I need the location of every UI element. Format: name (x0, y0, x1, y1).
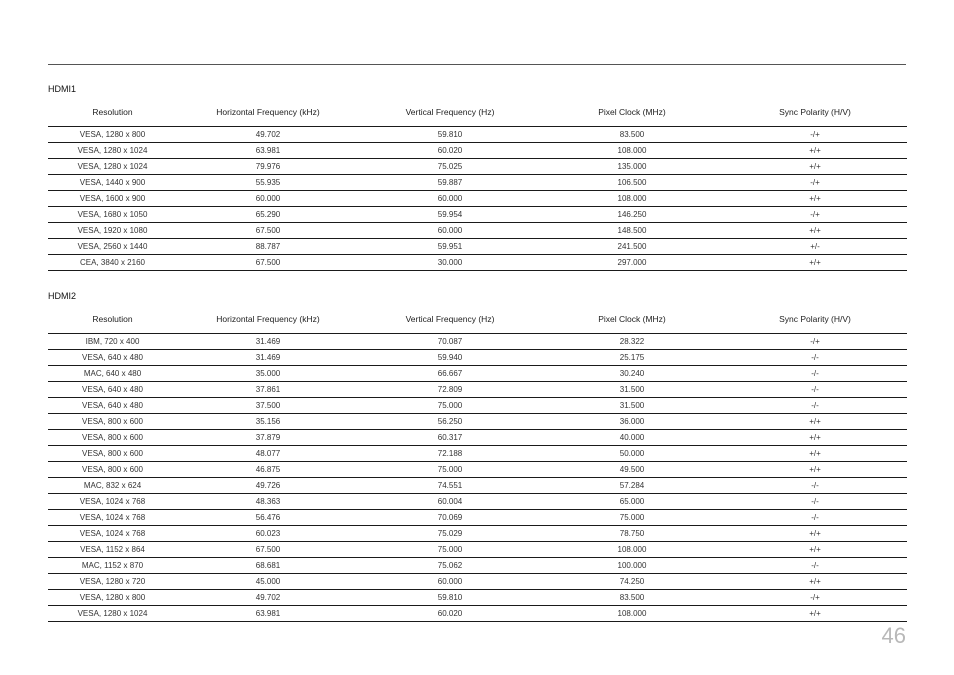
cell-resolution: VESA, 1280 x 800 (48, 590, 177, 606)
table-row (48, 255, 907, 271)
cell-sync-polarity: -/- (723, 510, 907, 526)
cell-horizontal-frequency: 31.469 (177, 334, 359, 350)
cell-sync-polarity: -/+ (723, 334, 907, 350)
column-header-horizontal-frequency: Horizontal Frequency (kHz) (177, 305, 359, 334)
table-row (48, 366, 907, 382)
table-row (48, 510, 907, 526)
cell-resolution: VESA, 640 x 480 (48, 398, 177, 414)
cell-sync-polarity: +/- (723, 239, 907, 255)
cell-vertical-frequency: 60.004 (359, 494, 541, 510)
cell-pixel-clock: 83.500 (541, 590, 723, 606)
cell-sync-polarity: +/+ (723, 606, 907, 622)
cell-pixel-clock: 106.500 (541, 175, 723, 191)
cell-horizontal-frequency: 45.000 (177, 574, 359, 590)
cell-pixel-clock: 65.000 (541, 494, 723, 510)
column-header-vertical-frequency: Vertical Frequency (Hz) (359, 305, 541, 334)
table-row (48, 350, 907, 366)
table-row (48, 191, 907, 207)
cell-resolution: VESA, 1280 x 800 (48, 127, 177, 143)
cell-horizontal-frequency: 46.875 (177, 462, 359, 478)
column-header-horizontal-frequency: Horizontal Frequency (kHz) (177, 98, 359, 127)
table-header-row (48, 98, 907, 127)
cell-pixel-clock: 108.000 (541, 143, 723, 159)
cell-horizontal-frequency: 48.077 (177, 446, 359, 462)
cell-vertical-frequency: 70.087 (359, 334, 541, 350)
table-row (48, 175, 907, 191)
cell-resolution: VESA, 1024 x 768 (48, 510, 177, 526)
table-row (48, 398, 907, 414)
hdmi2-table-body (48, 334, 907, 622)
table-row (48, 223, 907, 239)
cell-vertical-frequency: 60.317 (359, 430, 541, 446)
cell-horizontal-frequency: 49.726 (177, 478, 359, 494)
cell-horizontal-frequency: 67.500 (177, 542, 359, 558)
cell-vertical-frequency: 60.020 (359, 143, 541, 159)
cell-sync-polarity: -/- (723, 350, 907, 366)
section-label-hdmi2: HDMI2 (48, 291, 77, 301)
cell-vertical-frequency: 59.810 (359, 590, 541, 606)
cell-resolution: CEA, 3840 x 2160 (48, 255, 177, 271)
cell-sync-polarity: -/- (723, 382, 907, 398)
cell-sync-polarity: +/+ (723, 143, 907, 159)
cell-horizontal-frequency: 49.702 (177, 127, 359, 143)
cell-resolution: VESA, 1024 x 768 (48, 494, 177, 510)
cell-pixel-clock: 297.000 (541, 255, 723, 271)
cell-horizontal-frequency: 35.156 (177, 414, 359, 430)
cell-sync-polarity: -/- (723, 366, 907, 382)
cell-sync-polarity: +/+ (723, 223, 907, 239)
cell-horizontal-frequency: 55.935 (177, 175, 359, 191)
cell-vertical-frequency: 60.000 (359, 191, 541, 207)
cell-resolution: VESA, 1920 x 1080 (48, 223, 177, 239)
table-row (48, 542, 907, 558)
table-row (48, 414, 907, 430)
cell-pixel-clock: 135.000 (541, 159, 723, 175)
column-header-resolution: Resolution (48, 98, 177, 127)
cell-pixel-clock: 31.500 (541, 398, 723, 414)
cell-horizontal-frequency: 88.787 (177, 239, 359, 255)
cell-sync-polarity: -/+ (723, 207, 907, 223)
cell-vertical-frequency: 75.029 (359, 526, 541, 542)
top-divider (48, 64, 906, 65)
cell-horizontal-frequency: 35.000 (177, 366, 359, 382)
cell-horizontal-frequency: 37.861 (177, 382, 359, 398)
table-row (48, 334, 907, 350)
table-row (48, 127, 907, 143)
cell-sync-polarity: +/+ (723, 159, 907, 175)
cell-vertical-frequency: 72.809 (359, 382, 541, 398)
cell-pixel-clock: 75.000 (541, 510, 723, 526)
cell-vertical-frequency: 59.810 (359, 127, 541, 143)
cell-vertical-frequency: 70.069 (359, 510, 541, 526)
cell-resolution: VESA, 640 x 480 (48, 382, 177, 398)
cell-horizontal-frequency: 79.976 (177, 159, 359, 175)
cell-pixel-clock: 25.175 (541, 350, 723, 366)
cell-pixel-clock: 78.750 (541, 526, 723, 542)
cell-vertical-frequency: 59.940 (359, 350, 541, 366)
cell-vertical-frequency: 75.000 (359, 542, 541, 558)
cell-horizontal-frequency: 31.469 (177, 350, 359, 366)
cell-sync-polarity: -/- (723, 478, 907, 494)
cell-resolution: MAC, 640 x 480 (48, 366, 177, 382)
table-row (48, 606, 907, 622)
cell-resolution: VESA, 800 x 600 (48, 414, 177, 430)
cell-vertical-frequency: 75.000 (359, 462, 541, 478)
page-number: 46 (881, 623, 906, 648)
cell-resolution: VESA, 1024 x 768 (48, 526, 177, 542)
column-header-pixel-clock: Pixel Clock (MHz) (541, 305, 723, 334)
cell-vertical-frequency: 75.062 (359, 558, 541, 574)
table-row (48, 159, 907, 175)
table-row (48, 207, 907, 223)
cell-sync-polarity: +/+ (723, 255, 907, 271)
cell-pixel-clock: 108.000 (541, 542, 723, 558)
cell-vertical-frequency: 60.020 (359, 606, 541, 622)
cell-resolution: MAC, 1152 x 870 (48, 558, 177, 574)
cell-pixel-clock: 83.500 (541, 127, 723, 143)
cell-sync-polarity: -/+ (723, 590, 907, 606)
cell-resolution: IBM, 720 x 400 (48, 334, 177, 350)
cell-horizontal-frequency: 63.981 (177, 143, 359, 159)
cell-pixel-clock: 50.000 (541, 446, 723, 462)
cell-resolution: VESA, 1280 x 720 (48, 574, 177, 590)
cell-pixel-clock: 49.500 (541, 462, 723, 478)
cell-horizontal-frequency: 37.500 (177, 398, 359, 414)
cell-resolution: VESA, 1680 x 1050 (48, 207, 177, 223)
cell-pixel-clock: 36.000 (541, 414, 723, 430)
cell-sync-polarity: -/- (723, 558, 907, 574)
cell-vertical-frequency: 60.000 (359, 223, 541, 239)
cell-sync-polarity: +/+ (723, 462, 907, 478)
cell-pixel-clock: 100.000 (541, 558, 723, 574)
cell-vertical-frequency: 59.951 (359, 239, 541, 255)
table-row (48, 382, 907, 398)
table-row (48, 462, 907, 478)
cell-resolution: VESA, 1152 x 864 (48, 542, 177, 558)
table-row (48, 558, 907, 574)
section-label-hdmi1: HDMI1 (48, 84, 77, 94)
cell-vertical-frequency: 75.025 (359, 159, 541, 175)
cell-vertical-frequency: 59.954 (359, 207, 541, 223)
cell-pixel-clock: 30.240 (541, 366, 723, 382)
table-row (48, 430, 907, 446)
cell-pixel-clock: 146.250 (541, 207, 723, 223)
table-row (48, 526, 907, 542)
column-header-resolution: Resolution (48, 305, 177, 334)
hdmi1-timing-table (48, 98, 907, 271)
table-row (48, 478, 907, 494)
cell-resolution: VESA, 2560 x 1440 (48, 239, 177, 255)
cell-sync-polarity: +/+ (723, 191, 907, 207)
cell-resolution: VESA, 1440 x 900 (48, 175, 177, 191)
hdmi2-timing-table (48, 305, 907, 622)
cell-pixel-clock: 28.322 (541, 334, 723, 350)
table-row (48, 574, 907, 590)
hdmi1-table-body (48, 127, 907, 271)
table-row (48, 143, 907, 159)
cell-pixel-clock: 31.500 (541, 382, 723, 398)
column-header-sync-polarity: Sync Polarity (H/V) (723, 98, 907, 127)
cell-horizontal-frequency: 63.981 (177, 606, 359, 622)
cell-sync-polarity: +/+ (723, 414, 907, 430)
cell-sync-polarity: -/+ (723, 175, 907, 191)
cell-pixel-clock: 40.000 (541, 430, 723, 446)
cell-horizontal-frequency: 65.290 (177, 207, 359, 223)
cell-sync-polarity: +/+ (723, 574, 907, 590)
table-row (48, 494, 907, 510)
cell-resolution: VESA, 1600 x 900 (48, 191, 177, 207)
cell-vertical-frequency: 72.188 (359, 446, 541, 462)
cell-horizontal-frequency: 49.702 (177, 590, 359, 606)
cell-vertical-frequency: 74.551 (359, 478, 541, 494)
cell-horizontal-frequency: 67.500 (177, 255, 359, 271)
cell-horizontal-frequency: 60.000 (177, 191, 359, 207)
table-row (48, 239, 907, 255)
cell-vertical-frequency: 66.667 (359, 366, 541, 382)
column-header-pixel-clock: Pixel Clock (MHz) (541, 98, 723, 127)
cell-horizontal-frequency: 48.363 (177, 494, 359, 510)
cell-sync-polarity: -/- (723, 398, 907, 414)
cell-sync-polarity: +/+ (723, 542, 907, 558)
cell-pixel-clock: 148.500 (541, 223, 723, 239)
cell-vertical-frequency: 75.000 (359, 398, 541, 414)
cell-vertical-frequency: 60.000 (359, 574, 541, 590)
cell-horizontal-frequency: 37.879 (177, 430, 359, 446)
column-header-vertical-frequency: Vertical Frequency (Hz) (359, 98, 541, 127)
cell-sync-polarity: +/+ (723, 430, 907, 446)
table-row (48, 446, 907, 462)
cell-sync-polarity: +/+ (723, 526, 907, 542)
cell-horizontal-frequency: 68.681 (177, 558, 359, 574)
cell-vertical-frequency: 59.887 (359, 175, 541, 191)
cell-pixel-clock: 241.500 (541, 239, 723, 255)
cell-vertical-frequency: 30.000 (359, 255, 541, 271)
table-row (48, 590, 907, 606)
cell-resolution: VESA, 1280 x 1024 (48, 143, 177, 159)
cell-resolution: VESA, 800 x 600 (48, 430, 177, 446)
cell-sync-polarity: -/+ (723, 127, 907, 143)
cell-horizontal-frequency: 67.500 (177, 223, 359, 239)
cell-horizontal-frequency: 60.023 (177, 526, 359, 542)
cell-vertical-frequency: 56.250 (359, 414, 541, 430)
column-header-sync-polarity: Sync Polarity (H/V) (723, 305, 907, 334)
cell-pixel-clock: 74.250 (541, 574, 723, 590)
cell-resolution: VESA, 1280 x 1024 (48, 606, 177, 622)
table-header-row (48, 305, 907, 334)
cell-pixel-clock: 57.284 (541, 478, 723, 494)
cell-resolution: VESA, 640 x 480 (48, 350, 177, 366)
cell-pixel-clock: 108.000 (541, 191, 723, 207)
cell-horizontal-frequency: 56.476 (177, 510, 359, 526)
cell-resolution: VESA, 1280 x 1024 (48, 159, 177, 175)
cell-resolution: VESA, 800 x 600 (48, 462, 177, 478)
cell-resolution: MAC, 832 x 624 (48, 478, 177, 494)
cell-resolution: VESA, 800 x 600 (48, 446, 177, 462)
cell-sync-polarity: +/+ (723, 446, 907, 462)
cell-sync-polarity: -/- (723, 494, 907, 510)
cell-pixel-clock: 108.000 (541, 606, 723, 622)
